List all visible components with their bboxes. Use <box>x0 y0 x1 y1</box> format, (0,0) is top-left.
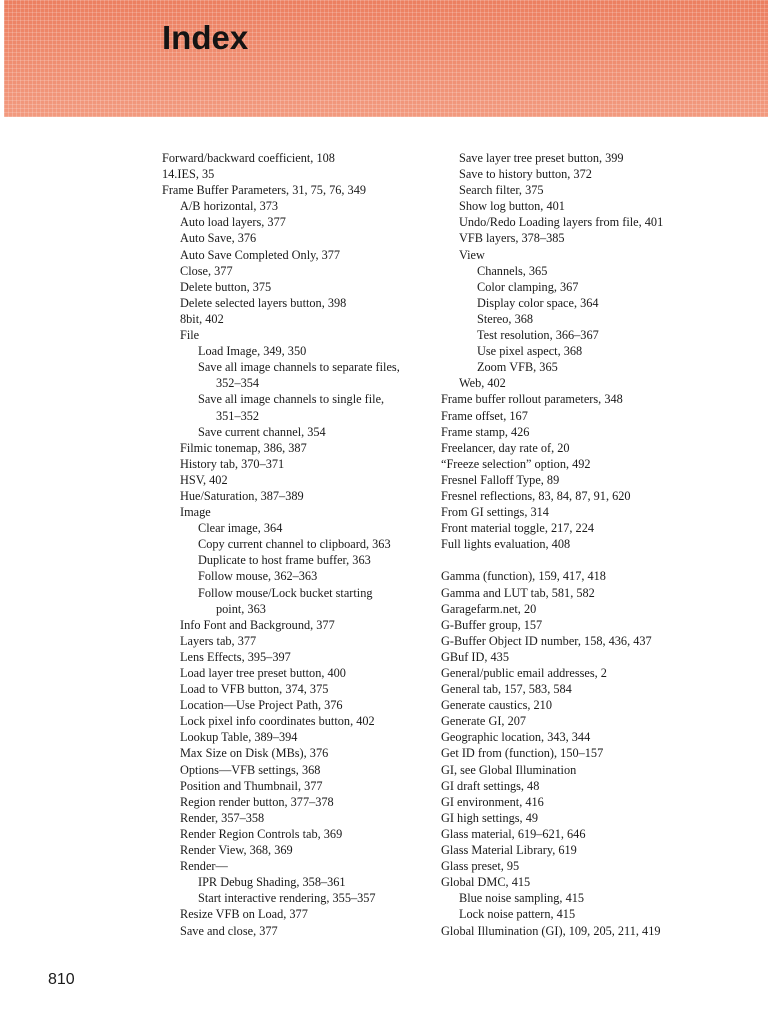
index-entry: Get ID from (function), 150–157 <box>441 746 604 761</box>
index-entry: Save and close, 377 <box>180 923 278 938</box>
index-entry: Frame offset, 167 <box>441 408 528 423</box>
index-entry: Frame buffer rollout parameters, 348 <box>441 392 623 407</box>
index-entry: A/B horizontal, 373 <box>180 199 279 214</box>
index-entry: Fresnel reflections, 83, 84, 87, 91, 620 <box>441 488 631 503</box>
index-entry: Options—VFB settings, 368 <box>180 762 321 777</box>
index-entry: Info Font and Background, 377 <box>180 617 335 632</box>
index-entry: IPR Debug Shading, 358–361 <box>198 875 346 890</box>
index-entry: Save layer tree preset button, 399 <box>459 151 624 165</box>
index-entry: Lock noise pattern, 415 <box>459 907 576 922</box>
index-entry: Copy current channel to clipboard, 363 <box>198 537 391 552</box>
index-entry: Gamma (function), 159, 417, 418 <box>441 569 606 584</box>
index-entry: Auto Save Completed Only, 377 <box>180 247 341 262</box>
index-entry: Close, 377 <box>180 263 233 278</box>
index-entry: Position and Thumbnail, 377 <box>180 778 323 793</box>
index-entry: Resize VFB on Load, 377 <box>180 907 308 922</box>
index-entry: Max Size on Disk (MBs), 376 <box>180 746 329 761</box>
index-entry: Delete button, 375 <box>180 279 272 294</box>
index-entry: G-Buffer Object ID number, 158, 436, 437 <box>441 633 652 648</box>
index-entry: Layers tab, 377 <box>180 633 257 648</box>
index-entry: 352–354 <box>216 376 260 391</box>
index-entry: Follow mouse/Lock bucket starting <box>198 585 373 600</box>
index-entry: Filmic tonemap, 386, 387 <box>180 440 307 455</box>
index-entry: Render Region Controls tab, 369 <box>180 826 343 841</box>
index-entry: Fresnel Falloff Type, 89 <box>441 472 560 487</box>
index-entry: Geographic location, 343, 344 <box>441 730 591 745</box>
index-entry: View <box>459 247 485 262</box>
index-entry: Forward/backward coefficient, 108 <box>162 151 335 165</box>
index-entry: Frame stamp, 426 <box>441 424 530 439</box>
index-entry: Load to VFB button, 374, 375 <box>180 682 329 697</box>
page-number: 810 <box>48 971 75 988</box>
index-entry: Load Image, 349, 350 <box>198 344 307 359</box>
index-entry: GI draft settings, 48 <box>441 778 540 793</box>
index-entry: Duplicate to host frame buffer, 363 <box>198 553 371 568</box>
index-entry: Load layer tree preset button, 400 <box>180 666 346 680</box>
index-entry: Zoom VFB, 365 <box>477 360 558 375</box>
index-entry: Glass material, 619–621, 646 <box>441 826 586 841</box>
index-entry: Search filter, 375 <box>459 183 544 198</box>
index-entry: point, 363 <box>216 601 266 616</box>
index-entry: Glass Material Library, 619 <box>441 843 577 858</box>
index-entry: Follow mouse, 362–363 <box>198 569 318 584</box>
letter-group-spacer <box>441 552 711 568</box>
index-entry: Delete selected layers button, 398 <box>180 295 347 310</box>
index-entry: Lock pixel info coordinates button, 402 <box>180 714 375 729</box>
index-entry: Web, 402 <box>459 376 506 391</box>
index-entry: HSV, 402 <box>180 472 228 487</box>
index-entry: Stereo, 368 <box>477 311 534 326</box>
index-entry: Lookup Table, 389–394 <box>180 730 298 745</box>
index-column-left <box>162 150 432 939</box>
index-entry: VFB layers, 378–385 <box>459 231 565 246</box>
index-entry: Render, 357–358 <box>180 810 265 825</box>
index-entry: Start interactive rendering, 355–357 <box>198 891 376 906</box>
index-entry: Display color space, 364 <box>477 295 599 310</box>
index-entry: From GI settings, 314 <box>441 505 549 520</box>
index-entry: Save current channel, 354 <box>198 424 326 439</box>
index-entry: Image <box>180 505 211 520</box>
index-entry: Render— <box>180 859 228 874</box>
index-entry: Auto Save, 376 <box>180 231 257 246</box>
index-entry: Undo/Redo Loading layers from file, 401 <box>459 215 664 230</box>
index-entry: Save to history button, 372 <box>459 167 592 182</box>
index-entry: GI, see Global Illumination <box>441 762 577 777</box>
page-title: Index <box>162 19 249 56</box>
index-entry: 14.IES, 35 <box>162 167 215 182</box>
index-entry: Test resolution, 366–367 <box>477 328 599 343</box>
index-entry: Location—Use Project Path, 376 <box>180 698 343 713</box>
index-entry: Auto load layers, 377 <box>180 215 286 230</box>
index-entry: Glass preset, 95 <box>441 859 520 874</box>
index-entry: Region render button, 377–378 <box>180 794 334 809</box>
index-entry: Hue/Saturation, 387–389 <box>180 488 304 503</box>
index-entry: Generate caustics, 210 <box>441 698 552 713</box>
index-entry: General/public email addresses, 2 <box>441 666 607 680</box>
index-entry: Blue noise sampling, 415 <box>459 891 585 906</box>
index-entry: Garagefarm.net, 20 <box>441 601 537 616</box>
index-entry: Save all image channels to single file, <box>198 392 385 407</box>
index-entry: Clear image, 364 <box>198 521 283 536</box>
index-entry: “Freeze selection” option, 492 <box>441 456 591 471</box>
index-entry: 8bit, 402 <box>180 311 224 326</box>
index-entry: Channels, 365 <box>477 263 548 278</box>
index-entry: G-Buffer group, 157 <box>441 617 543 632</box>
index-entry: Freelancer, day rate of, 20 <box>441 440 570 455</box>
index-entry: Front material toggle, 217, 224 <box>441 521 595 536</box>
index-entry: Use pixel aspect, 368 <box>477 344 583 359</box>
index-entry: Render View, 368, 369 <box>180 843 293 858</box>
index-entry: Show log button, 401 <box>459 199 565 214</box>
index-entry: Generate GI, 207 <box>441 714 527 729</box>
index-entry: History tab, 370–371 <box>180 456 285 471</box>
header-band <box>4 0 768 117</box>
index-entry: Color clamping, 367 <box>477 279 579 294</box>
index-column-right <box>441 150 711 939</box>
index-entry: GI high settings, 49 <box>441 810 539 825</box>
index-entry: Full lights evaluation, 408 <box>441 537 571 552</box>
index-entry: GI environment, 416 <box>441 794 544 809</box>
index-entry: Frame Buffer Parameters, 31, 75, 76, 349 <box>162 183 366 198</box>
index-entry: File <box>180 328 200 343</box>
index-entry: General tab, 157, 583, 584 <box>441 682 572 697</box>
index-entry: Global Illumination (GI), 109, 205, 211, 419 <box>441 923 661 938</box>
index-entry: Global DMC, 415 <box>441 875 531 890</box>
index-entry: Gamma and LUT tab, 581, 582 <box>441 585 595 600</box>
index-entry: Save all image channels to separate files, <box>198 360 400 375</box>
index-entry: GBuf ID, 435 <box>441 649 509 664</box>
index-entry: Lens Effects, 395–397 <box>180 649 291 664</box>
index-entry: 351–352 <box>216 408 260 423</box>
